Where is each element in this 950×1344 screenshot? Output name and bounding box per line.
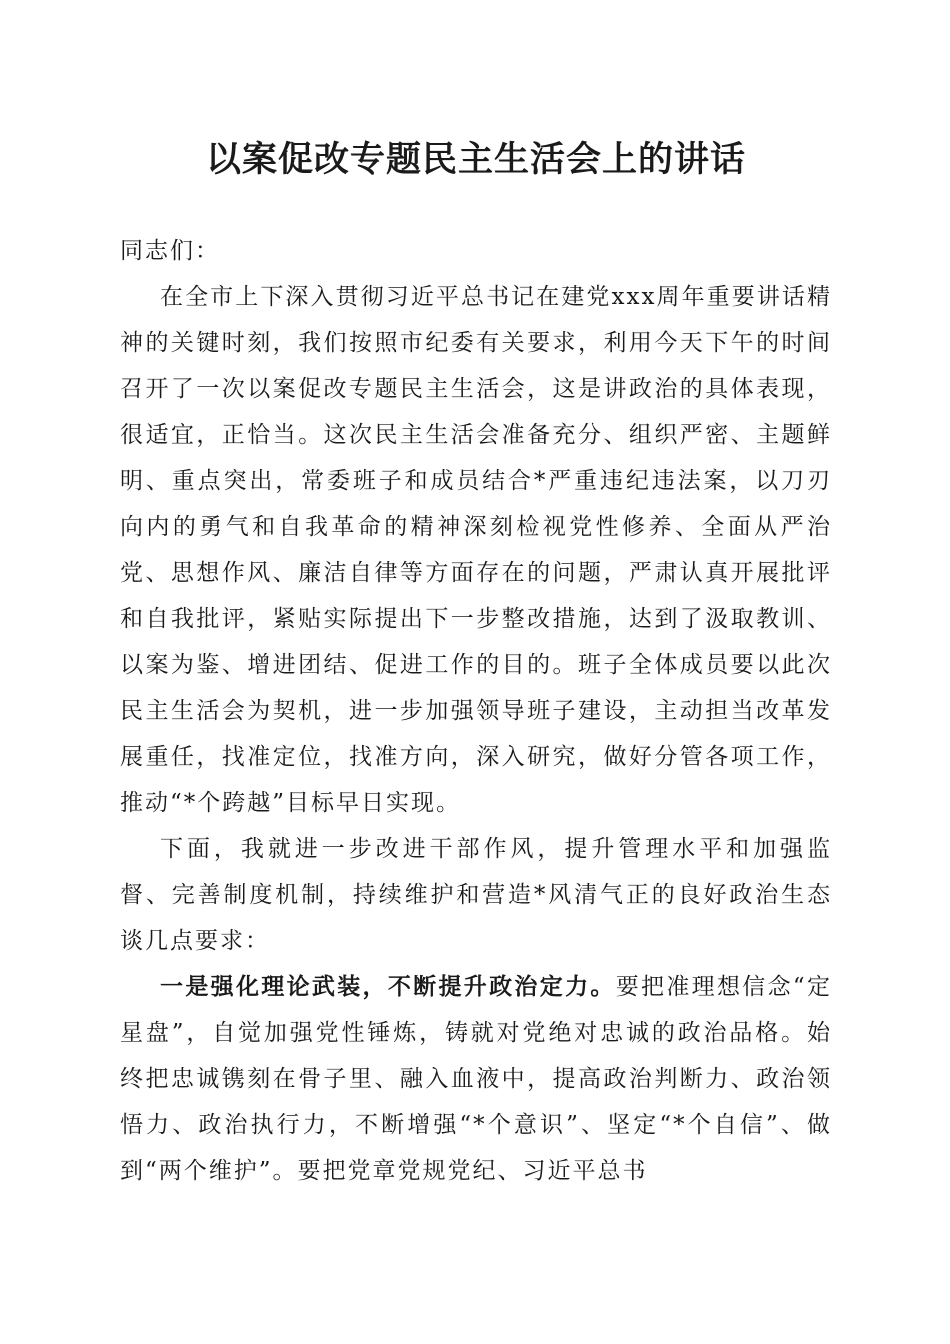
document-title: 以案促改专题民主生活会上的讲话 [205, 139, 746, 180]
point-one-lead: 一是强化理论武装，不断提升政治定力。 [160, 973, 616, 1000]
paragraph-requirements: 下面，我就进一步改进干部作风，提升管理水平和加强监督、完善制度机制，持续维护和营造*风清气正的良好政治生态谈几点要求： [120, 836, 832, 954]
paragraph-intro: 在全市上下深入贯彻习近平总书记在建党xxx周年重要讲话精神的关键时刻，我们按照市纪委有关要求，利用今天下午的时间召开了一次以案促改专题民主生活会，这是讲政治的具体表现，很适宜，正恰当。这次民主生活会准备充分、组织严密、主题鲜明、重点突出，常委班子和成员结合*严重违纪违法案，以刀刃向内的勇气和自我革命的精神深刻检视党性修养、全面从严治党、思想作风、廉洁自律等方面存在的问题，严肃认真开展批评和自我批评，紧贴实际提出下一步整改措施，达到了汲取教训、以案为鉴、增进团结、促进工作的目的。班子全体成员要以此次民主生活会为契机，进一步加强领导班子建设，主动担当改革发展重任，找准定位，找准方向，深入研究，做好分管各项工作，推动“*个跨越”目标早日实现。 [120, 284, 832, 816]
salutation: 同志们： [120, 238, 220, 264]
paragraph-point-one [120, 964, 832, 1194]
document-body [120, 228, 832, 1194]
point-one-text: 要把准理想信念“定星盘”，自觉加强党性锤炼，铸就对党绝对忠诚的政治品格。始终把忠诚镌刻在骨子里、融入血液中，提高政治判断力、政治领悟力、政治执行力，不断增强“*个意识”、坚定“*个自信”、做到“两个维护”。要把党章党规党纪、习近平总书 [120, 974, 832, 1184]
